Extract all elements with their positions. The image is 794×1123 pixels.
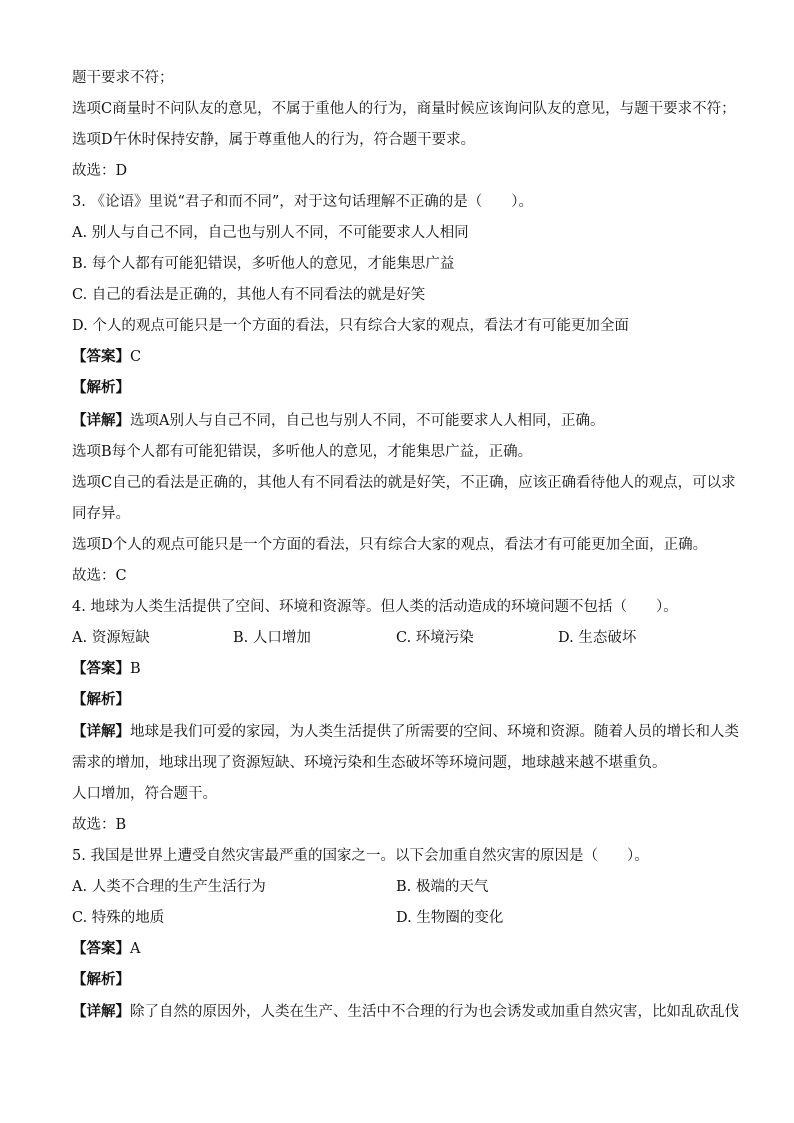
q2-tail-line-3: 选项D午休时保持安静，属于尊重他人的行为，符合题干要求。 bbox=[72, 132, 476, 148]
q4-option-c: C. 环境污染 bbox=[396, 630, 474, 646]
answer-value: C bbox=[130, 349, 142, 365]
q5-answer bbox=[72, 939, 140, 959]
q5-stem: 5. 我国是世界上遭受自然灾害最严重的国家之一。以下会加重自然灾害的原因是（ ）。 bbox=[72, 848, 649, 864]
q4-detail-line-1 bbox=[72, 722, 739, 742]
q4-answer bbox=[72, 659, 141, 679]
q3-detail-line-1 bbox=[72, 411, 604, 431]
q4-option-d: D. 生态破坏 bbox=[558, 630, 637, 646]
detail-text: 选项A别人与自己不同，自己也与别人不同，不可能要求人人相同，正确。 bbox=[130, 413, 605, 429]
q3-answer bbox=[72, 347, 141, 367]
q2-tail-line-1: 题干要求不符； bbox=[72, 70, 174, 86]
answer-value: A bbox=[130, 941, 141, 957]
q3-detail-line-3: 选项C自己的看法是正确的，其他人有不同看法的就是好笑，不正确，应该正确看待他人的观点，可以求 bbox=[72, 475, 736, 491]
q3-detail-line-4: 同存异。 bbox=[72, 506, 130, 522]
q4-choose: 故选：B bbox=[72, 817, 127, 833]
q3-option-c: C. 自己的看法是正确的，其他人有不同看法的就是好笑 bbox=[72, 287, 426, 303]
q5-option-b: B. 极端的天气 bbox=[396, 879, 489, 895]
q2-choose: 故选：D bbox=[72, 163, 128, 179]
q4-option-b: B. 人口增加 bbox=[233, 630, 311, 646]
q3-option-b: B. 每个人都有可能犯错误，多听他人的意见，才能集思广益 bbox=[72, 256, 455, 272]
answer-value: B bbox=[130, 661, 141, 677]
q5-option-c: C. 特殊的地质 bbox=[72, 910, 165, 926]
q3-detail-line-2: 选项B每个人都有可能犯错误，多听他人的意见，才能集思广益，正确。 bbox=[72, 444, 533, 460]
q5-option-d: D. 生物圈的变化 bbox=[396, 910, 504, 926]
detail-tag: 【详解】 bbox=[72, 723, 130, 740]
q4-analysis-tag: 【解析】 bbox=[72, 691, 130, 708]
q2-tail-line-2: 选项C商量时不问队友的意见，不属于重他人的行为，商量时候应该询问队友的意见，与题干要求不符； bbox=[72, 101, 736, 117]
q5-analysis-tag: 【解析】 bbox=[72, 971, 130, 988]
q4-option-a: A. 资源短缺 bbox=[72, 630, 150, 646]
q3-option-d: D. 个人的观点可能只是一个方面的看法，只有综合大家的观点，看法才有可能更加全面 bbox=[72, 318, 629, 334]
q5-detail-line-1 bbox=[72, 1002, 739, 1022]
detail-tag: 【详解】 bbox=[72, 1003, 130, 1020]
detail-text: 地球是我们可爱的家园，为人类生活提供了所需要的空间、环境和资源。随着人员的增长和人类 bbox=[130, 724, 739, 740]
answer-tag: 【答案】 bbox=[72, 940, 130, 957]
q4-stem: 4. 地球为人类生活提供了空间、环境和资源等。但人类的活动造成的环境问题不包括（ ）。 bbox=[72, 599, 678, 615]
q3-stem: 3. 《论语》里说“君子和而不同”，对于这句话理解不正确的是（ ）。 bbox=[72, 194, 534, 210]
answer-tag: 【答案】 bbox=[72, 660, 130, 677]
q3-choose: 故选：C bbox=[72, 568, 127, 584]
q4-detail-line-2: 需求的增加，地球出现了资源短缺、环境污染和生态破坏等环境问题，地球越来越不堪重负。 bbox=[72, 755, 667, 771]
q3-detail-line-5: 选项D个人的观点可能只是一个方面的看法，只有综合大家的观点，看法才有可能更加全面，正确。 bbox=[72, 537, 708, 553]
q3-analysis-tag: 【解析】 bbox=[72, 379, 130, 396]
detail-text: 除了自然的原因外，人类在生产、生活中不合理的行为也会诱发或加重自然灾害，比如乱砍乱伐 bbox=[130, 1004, 739, 1020]
q3-option-a: A. 别人与自己不同，自己也与别人不同，不可能要求人人相同 bbox=[72, 225, 469, 241]
q4-detail-line-3: 人口增加，符合题干。 bbox=[72, 786, 217, 802]
detail-tag: 【详解】 bbox=[72, 412, 130, 429]
q5-option-a: A. 人类不合理的生产生活行为 bbox=[72, 879, 266, 895]
answer-tag: 【答案】 bbox=[72, 348, 130, 365]
